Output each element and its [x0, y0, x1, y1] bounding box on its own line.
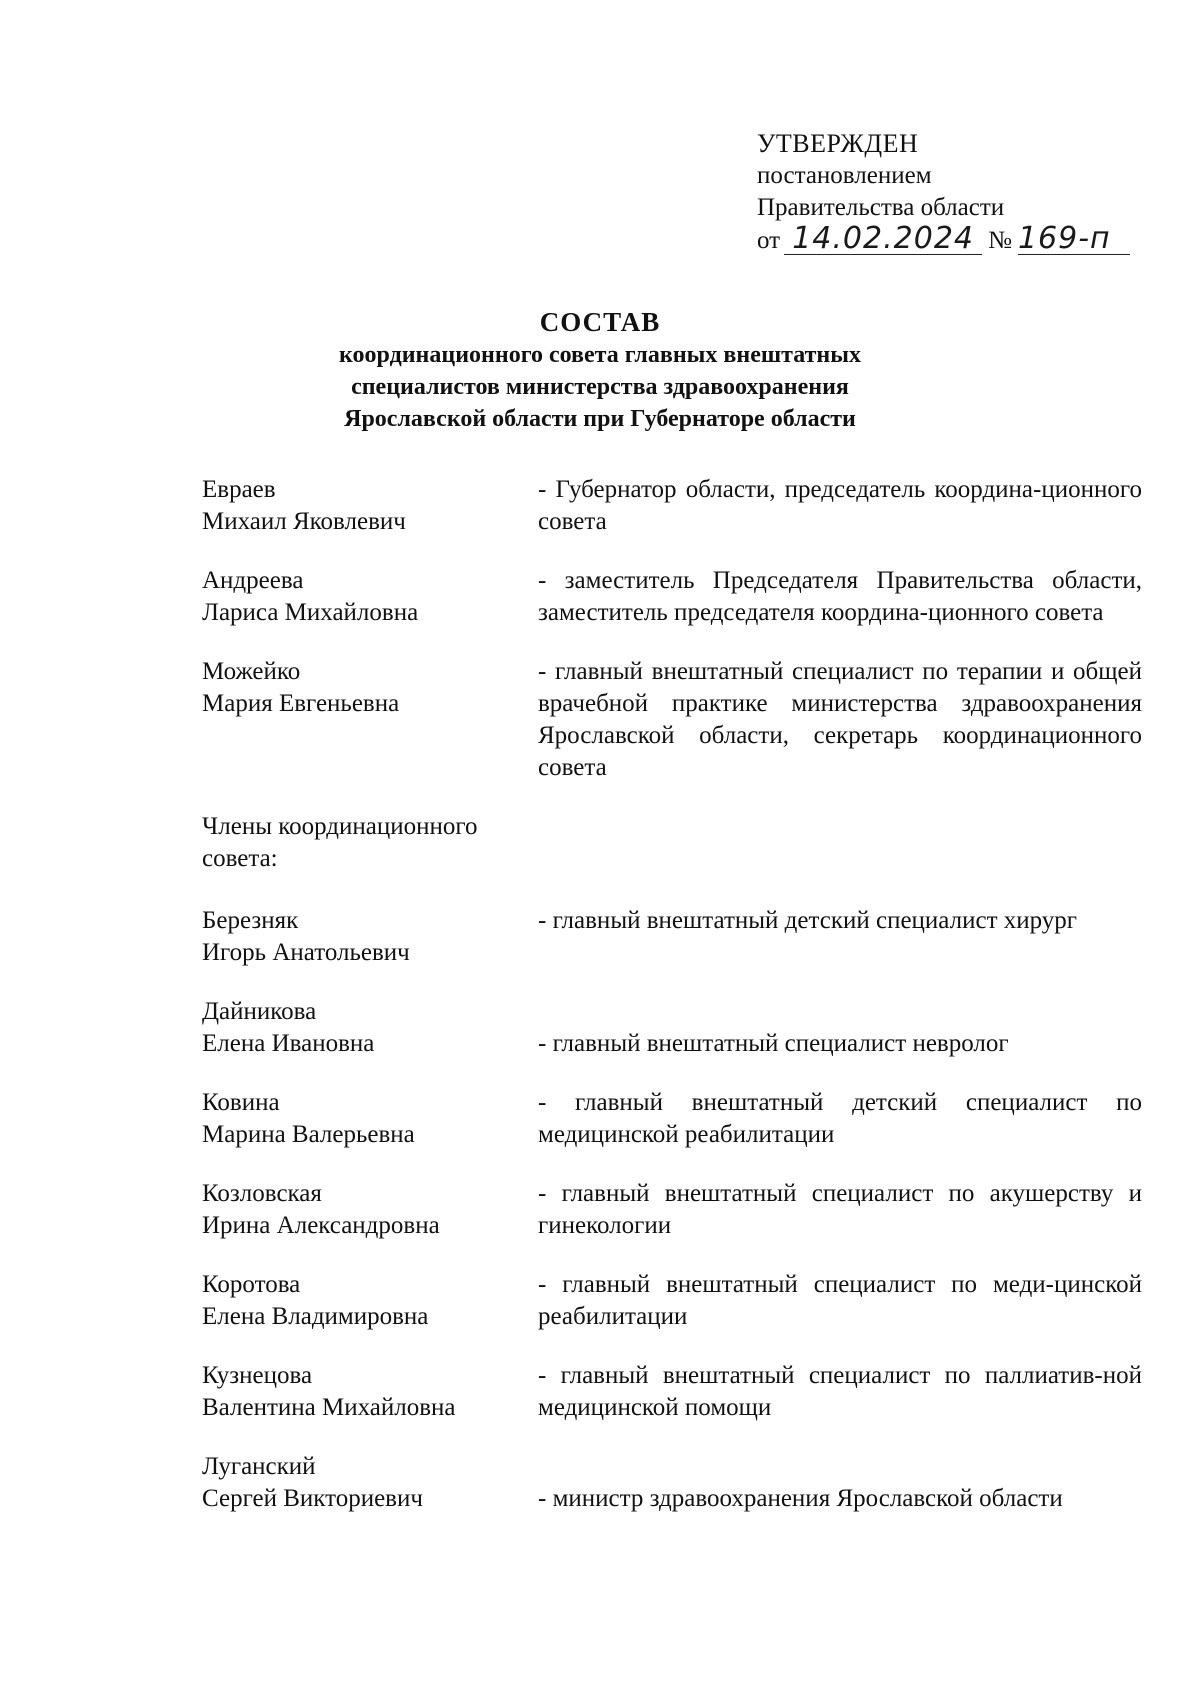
person-name	[202, 1360, 538, 1424]
document-title	[0, 305, 1200, 435]
given-names: Марина Валерьевна	[202, 1121, 415, 1148]
given-names: Михаил Яковлевич	[202, 508, 406, 535]
person-role: - главный внештатный специалист по меди-цинской реабилитации	[538, 1271, 1142, 1330]
number-sign: №	[988, 227, 1012, 254]
person-name	[202, 1451, 538, 1515]
surname: Коротова	[202, 1271, 301, 1298]
roster-row-member	[202, 1178, 1142, 1242]
roster-row-member	[202, 905, 1142, 969]
surname: Козловская	[202, 1180, 322, 1207]
given-names: Ирина Александровна	[202, 1212, 440, 1239]
from-label: от	[757, 227, 781, 254]
person-name	[202, 996, 538, 1060]
roster-row-member	[202, 1360, 1142, 1424]
given-names: Валентина Михайловна	[202, 1394, 456, 1421]
person-role: - главный внештатный специалист по терапии и общей врачебной практике министерства здравоохранения Ярославской области, секретарь координационного совета	[538, 658, 1142, 781]
person-role: - главный внештатный детский специалист хирург	[538, 907, 1078, 934]
person-role: - заместитель Председателя Правительства области, заместитель председателя координа-ционного совета	[538, 567, 1142, 626]
title-sub-1: координационного совета главных внештатных	[339, 342, 861, 368]
person-name	[202, 1087, 538, 1151]
roster-row-member	[202, 1451, 1142, 1515]
roster-row-member	[202, 1269, 1142, 1333]
person-role: - Губернатор области, председатель координа-ционного совета	[538, 476, 1142, 535]
person-role: - главный внештатный специалист невролог	[538, 1030, 1009, 1057]
title-sub-2: специалистов министерства здравоохранения	[351, 374, 849, 400]
given-names: Игорь Анатольевич	[202, 939, 410, 966]
handwritten-date: 14.02.2024	[784, 224, 982, 255]
surname: Кузнецова	[202, 1362, 313, 1389]
person-name	[202, 656, 538, 784]
given-names: Елена Владимировна	[202, 1303, 429, 1330]
approval-line-1: постановлением	[757, 162, 932, 189]
surname: Можейко	[202, 658, 301, 685]
given-names: Лариса Михайловна	[202, 599, 419, 626]
person-role: - главный внештатный специалист по акушерству и гинекологии	[538, 1180, 1142, 1239]
person-role: - главный внештатный специалист по паллиатив-ной медицинской помощи	[538, 1362, 1142, 1421]
handwritten-number: 169-п	[1018, 224, 1130, 255]
surname: Ковина	[202, 1089, 280, 1116]
approval-heading: УТВЕРЖДЕН	[757, 129, 919, 158]
approval-date-line	[757, 221, 1130, 257]
roster-row-member	[202, 1087, 1142, 1151]
surname: Луганский	[202, 1453, 316, 1480]
roster-row-deputy	[202, 565, 1142, 629]
council-roster	[202, 474, 1142, 1542]
roster-row-member	[202, 996, 1142, 1060]
title-sub-3: Ярославской области при Губернаторе области	[344, 406, 856, 432]
surname: Евраев	[202, 476, 276, 503]
given-names: Елена Ивановна	[202, 1030, 375, 1057]
surname: Андреева	[202, 567, 304, 594]
person-role: - главный внештатный детский специалист по медицинской реабилитации	[538, 1089, 1142, 1148]
members-heading: Члены координационного совета:	[202, 813, 478, 872]
members-heading-row	[202, 811, 1142, 875]
roster-row-secretary	[202, 656, 1142, 784]
person-name	[202, 905, 538, 969]
person-name	[202, 565, 538, 629]
surname: Дайникова	[202, 998, 317, 1025]
approval-line-2: Правительства области	[757, 194, 1005, 221]
surname: Березняк	[202, 907, 299, 934]
person-name	[202, 1178, 538, 1242]
given-names: Мария Евгеньевна	[202, 690, 400, 717]
roster-row-chair	[202, 474, 1142, 538]
title-main: СОСТАВ	[539, 307, 661, 337]
person-role: - министр здравоохранения Ярославской области	[538, 1485, 1063, 1512]
approval-block	[757, 128, 1130, 257]
person-name	[202, 1269, 538, 1333]
person-name	[202, 474, 538, 538]
given-names: Сергей Викториевич	[202, 1485, 423, 1512]
